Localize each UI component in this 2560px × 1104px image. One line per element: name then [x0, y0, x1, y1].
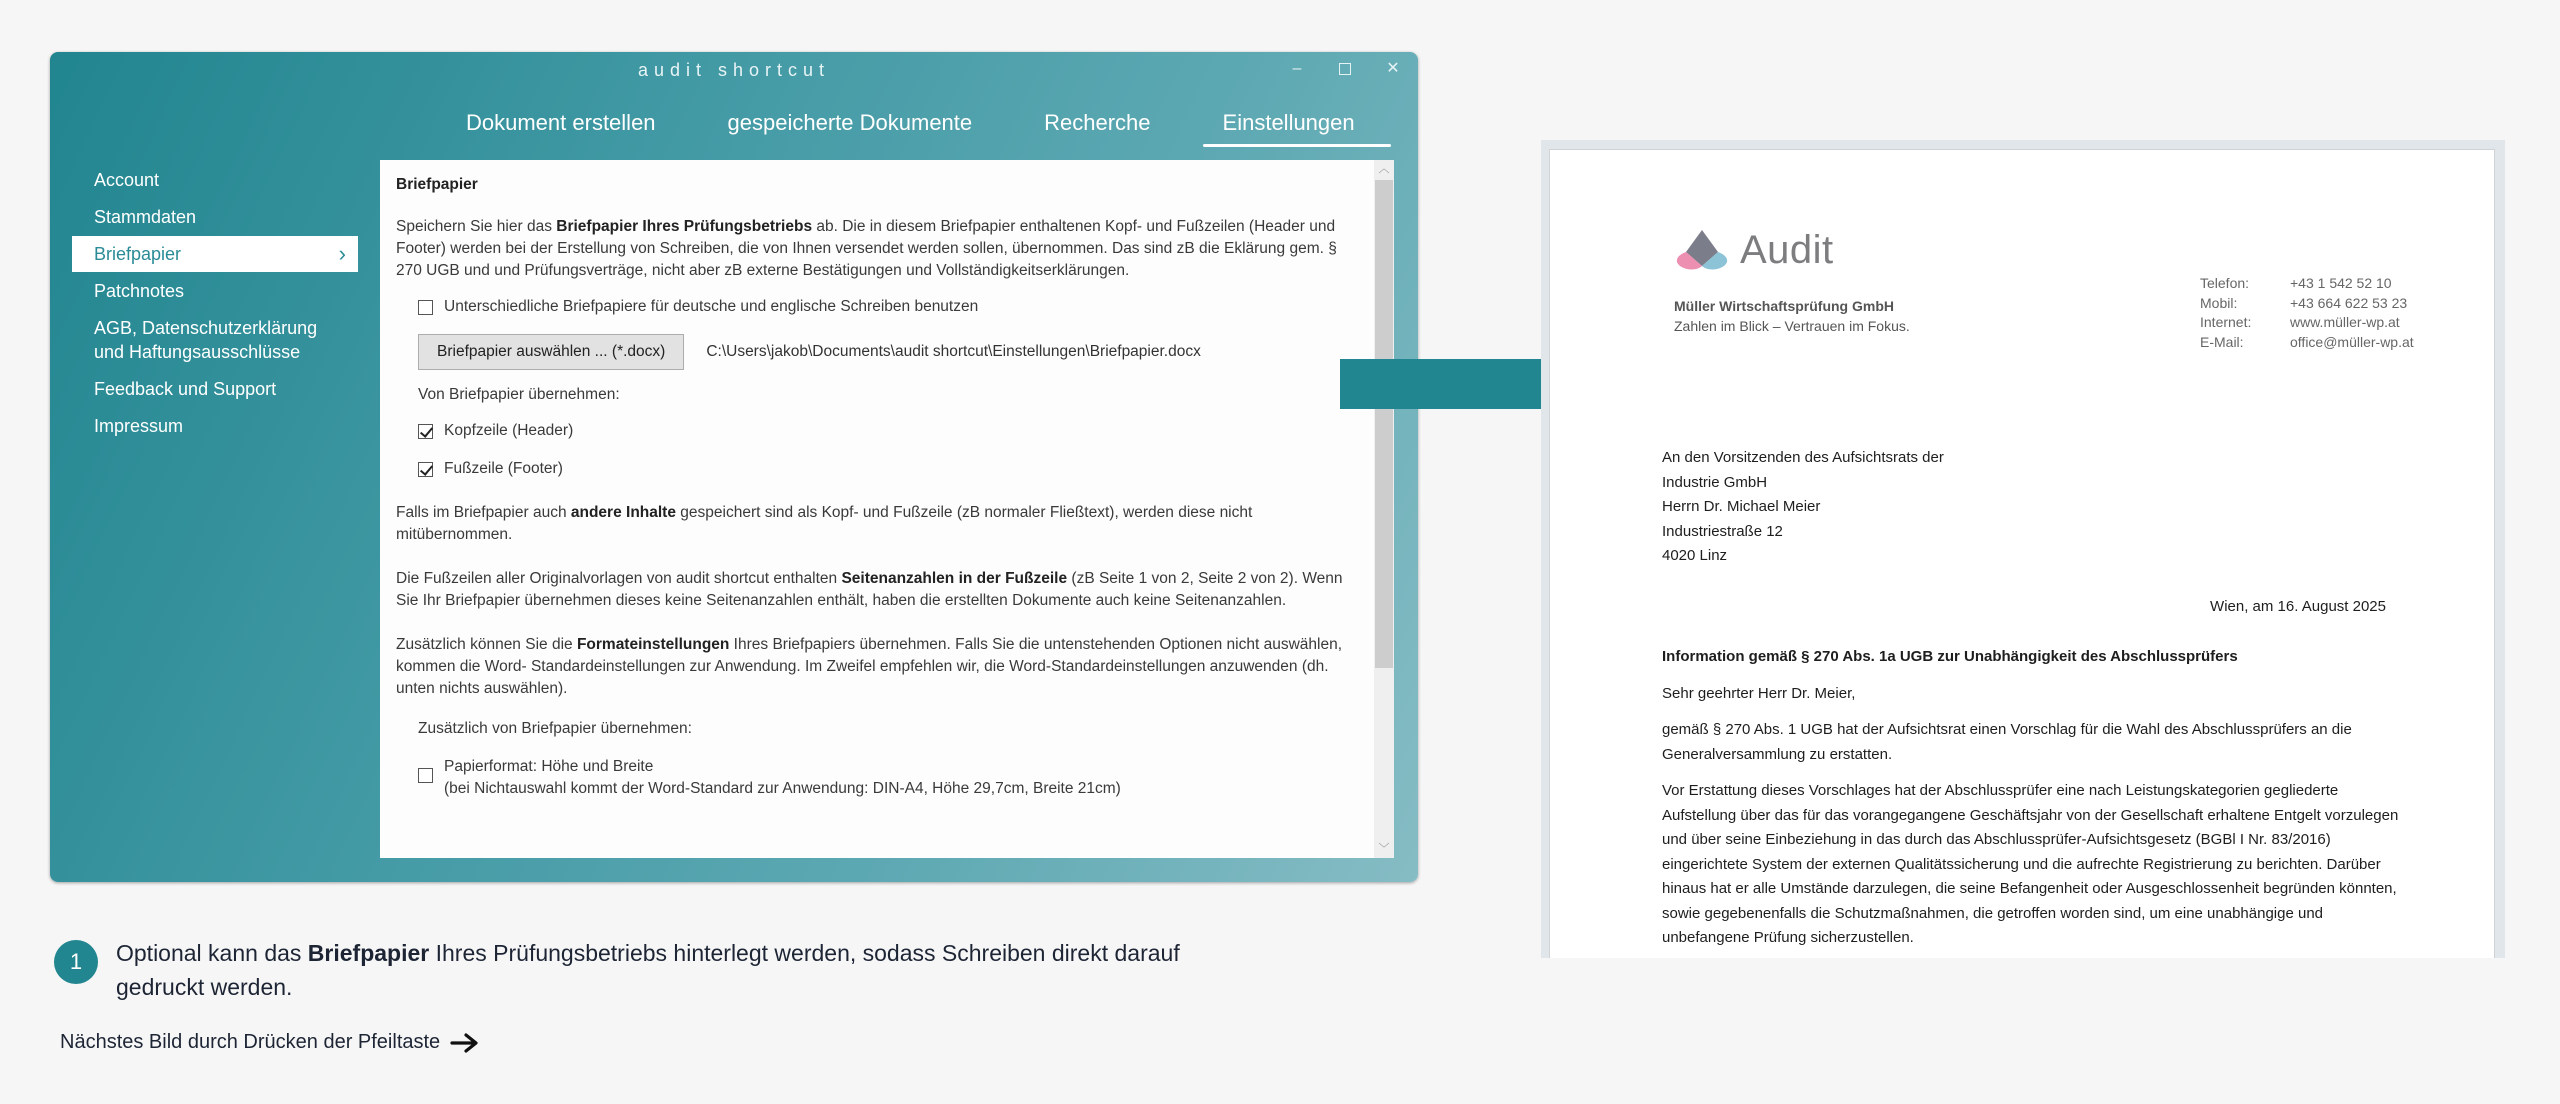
logo-text: Audit [1740, 228, 1834, 272]
sidebar-item-feedback[interactable] [72, 371, 358, 407]
intro-text-post: ab. Die in diesem Briefpapier enthaltenen Kopf- und Fußzeilen (Header und Footer) werden bei der Erstellung von Schreiben, die von Ihnen versendet werden sollen, übernommen. Das sind zB die Eklärung gem. § 270 UGB und und Prüfungsverträge, nicht aber zB externe Bestätigungen und Vollständigkeitserklärungen. [396, 218, 1337, 279]
app-window [50, 52, 1418, 882]
letter-salutation: Sehr geehrter Herr Dr. Meier, [1662, 684, 1856, 702]
window-title: audit shortcut [637, 60, 831, 80]
close-button[interactable] [1382, 58, 1404, 80]
contact-value: www.müller-wp.at [2290, 314, 2400, 330]
contact-row-phone [2200, 274, 2414, 294]
sidebar-item-stammdaten[interactable] [72, 199, 358, 235]
other-content-bold: andere Inhalte [570, 504, 676, 521]
paper-format-label-line1: Papierformat: Höhe und Breite [444, 758, 654, 775]
contact-value: office@müller-wp.at [2290, 333, 2414, 350]
contact-value: +43 1 542 52 10 [2290, 275, 2392, 291]
main-nav [430, 104, 1391, 146]
minimize-icon: – [1292, 60, 1302, 77]
format-text [396, 634, 1350, 700]
document-page [1549, 149, 2495, 958]
sidebar-item-label: Briefpapier [94, 244, 182, 264]
sidebar-item-label: Feedback und Support [94, 379, 277, 399]
sidebar-item-impressum[interactable] [72, 408, 358, 444]
paper-format-label-line2: (bei Nichtauswahl kommt der Word-Standard zur Anwendung: DIN-A4, Höhe 29,7cm, Breite 21cm) [444, 780, 1121, 797]
footer-label: Fußzeile (Footer) [444, 460, 563, 477]
letter-date: Wien, am 16. August 2025 [2210, 598, 2386, 615]
letter-body [1662, 645, 2402, 958]
tab-recherche[interactable]: Recherche [1044, 110, 1151, 135]
contact-key: Internet: [2200, 314, 2252, 330]
settings-sidebar [72, 162, 358, 445]
contact-key: Telefon: [2200, 275, 2250, 291]
different-letterheads-option[interactable] [418, 296, 1350, 318]
sidebar-item-label: Stammdaten [94, 207, 197, 227]
contact-value: +43 664 622 53 23 [2290, 294, 2408, 311]
caption-post: Ihres Prüfungsbetriebs hinterlegt werden, sodass Schreiben direkt darauf gedruckt werden. [116, 940, 1180, 1000]
other-content-pre: Falls im Briefpapier auch [396, 504, 571, 521]
audit-logo [1674, 228, 1834, 272]
additional-label: Zusätzlich von Briefpapier übernehmen: [418, 720, 692, 737]
select-letterhead-button[interactable]: Briefpapier auswählen ... (*.docx) [418, 334, 684, 370]
document-preview [1541, 140, 2505, 958]
step-number-badge: 1 [54, 940, 98, 984]
sidebar-item-account[interactable] [72, 162, 358, 198]
different-letterheads-checkbox[interactable] [418, 300, 433, 315]
settings-panel-content [380, 160, 1366, 828]
caption-text [116, 936, 1246, 1004]
address-line: Industriestraße 12 [1662, 522, 1783, 540]
sidebar-item-agb[interactable] [72, 310, 358, 370]
address-line: Industrie GmbH [1662, 473, 1768, 491]
header-option[interactable] [418, 420, 1350, 442]
step-caption [54, 936, 1284, 1004]
contact-row-internet [2200, 313, 2414, 333]
maximize-button[interactable] [1334, 58, 1356, 80]
address-line: An den Vorsitzenden des Aufsichtsrats der [1662, 449, 1944, 466]
format-pre: Zusätzlich können Sie die [396, 636, 577, 653]
vertical-scrollbar[interactable] [1374, 160, 1394, 858]
window-controls [1286, 58, 1404, 80]
arrow-right-icon [450, 1032, 480, 1054]
scroll-up-icon[interactable]: ︿ [1378, 163, 1390, 175]
sidebar-item-briefpapier[interactable] [72, 236, 358, 272]
intro-text [396, 216, 1350, 282]
contact-row-mobile [2200, 294, 2414, 314]
sidebar-item-patchnotes[interactable] [72, 273, 358, 309]
logo-mark-icon [1674, 228, 1730, 272]
header-checkbox[interactable] [418, 424, 433, 439]
minimize-button[interactable] [1286, 58, 1308, 80]
take-over-label: Von Briefpapier übernehmen: [418, 386, 620, 403]
hint-text: Nächstes Bild durch Drücken der Pfeiltaste [60, 1031, 441, 1053]
format-post: Ihres Briefpapiers übernehmen. Falls Sie die untenstehenden Optionen nicht auswählen, kommen die Word- Standardeinstellungen zur Anwendung. Im Zweifel empfehlen wir, die Word-Standardeinstellungen anzuwenden (dh. unten nichts auswählen). [396, 636, 1343, 697]
contact-key: E-Mail: [2200, 333, 2244, 350]
firm-info [1674, 296, 1910, 336]
letter-paragraph: Vor Erstattung dieses Vorschlages hat der Abschlussprüfer eine nach Leistungskategorien gegliederte Aufstellung über das für das vorangegangene Geschäftsjahr von der Gesellschaft erhaltene Entgelt vorzulegen und über seine Einbeziehung in das durch das Abschlussprüfer-Aufsichtsgesetz (BGBl I Nr. 83/2016) eingerichtete System der externen Qualitätssicherung und die aufrechte Registrierung zu berichten. Darüber hinaus hat er alle Umstände darzulegen, die seine Befangenheit oder Ausgeschlossenheit begründen könnten, sowie gegebenenfalls die Schutzmaßnahmen, die getroffen worden sind, um eine unabhängige und unbefangene Prüfung sicherzustellen. [1662, 782, 2399, 946]
sidebar-item-label: Impressum [94, 416, 184, 436]
firm-name: Müller Wirtschaftsprüfung GmbH [1674, 298, 1894, 314]
next-image-hint [60, 1031, 480, 1054]
footer-option[interactable] [418, 458, 1350, 480]
tab-dokument-erstellen[interactable]: Dokument erstellen [466, 110, 656, 135]
paper-format-option[interactable] [418, 756, 1350, 800]
paper-format-checkbox[interactable] [418, 768, 433, 783]
other-content-post: gespeichert sind als Kopf- und Fußzeile (zB normaler Fließtext), werden diese nicht mitübernommen. [396, 504, 1253, 543]
footer-checkbox[interactable] [418, 462, 433, 477]
caption-pre: Optional kann das [116, 940, 308, 966]
intro-text-bold: Briefpapier Ihres Prüfungsbetriebs [556, 218, 813, 235]
scroll-down-icon[interactable]: ﹀ [1378, 843, 1390, 855]
contact-row-email [2200, 333, 2414, 353]
contact-block [2200, 274, 2414, 352]
letter-subject: Information gemäß § 270 Abs. 1a UGB zur Unabhängigkeit des Abschlussprüfers [1662, 648, 2238, 665]
other-content-text [396, 502, 1350, 546]
intro-text-pre: Speichern Sie hier das [396, 218, 557, 235]
sidebar-item-label: AGB, Datenschutzerklärung und Haftungsausschlüsse [94, 318, 318, 362]
close-icon: ✕ [1386, 60, 1400, 77]
tab-einstellungen[interactable]: Einstellungen [1187, 104, 1391, 146]
caption-bold: Briefpapier [307, 940, 430, 966]
recipient-address [1662, 446, 1944, 569]
page-numbers-bold: Seitenanzahlen in der Fußzeile [841, 570, 1068, 587]
address-line: 4020 Linz [1662, 547, 1728, 564]
page-numbers-pre: Die Fußzeilen aller Originalvorlagen von audit shortcut enthalten [396, 570, 842, 587]
maximize-icon [1339, 63, 1351, 75]
sidebar-item-label: Patchnotes [94, 281, 185, 301]
letterhead-file-path: C:\Users\jakob\Documents\audit shortcut\Einstellungen\Briefpapier.docx [706, 343, 1201, 360]
contact-key: Mobil: [2200, 294, 2238, 311]
different-letterheads-label: Unterschiedliche Briefpapiere für deutsche und englische Schreiben benutzen [444, 298, 979, 315]
paper-format-label [444, 756, 1121, 800]
format-bold: Formateinstellungen [576, 636, 730, 653]
header-label: Kopfzeile (Header) [444, 422, 574, 439]
chevron-right-icon: › [338, 241, 346, 266]
letter-paragraph: gemäß § 270 Abs. 1 UGB hat der Aufsichtsrat einen Vorschlag für die Wahl des Abschlussprüfers an die Generalversammlung zu erstatten. [1662, 721, 2352, 763]
sidebar-item-label: Account [94, 170, 160, 190]
address-line: Herrn Dr. Michael Meier [1662, 498, 1821, 515]
section-title: Briefpapier [396, 176, 478, 193]
page-numbers-text [396, 568, 1350, 612]
page-numbers-post: (zB Seite 1 von 2, Seite 2 von 2). Wenn Sie Ihr Briefpapier übernehmen dieses keine Seitenanzahlen enthält, haben die erstellten Dokumente auch keine Seitenanzahlen. [396, 570, 1343, 609]
settings-panel [380, 160, 1394, 858]
tab-gespeicherte-dokumente[interactable]: gespeicherte Dokumente [727, 110, 973, 135]
file-select-row [418, 334, 1350, 370]
firm-tagline: Zahlen im Blick – Vertrauen im Fokus. [1674, 318, 1910, 334]
